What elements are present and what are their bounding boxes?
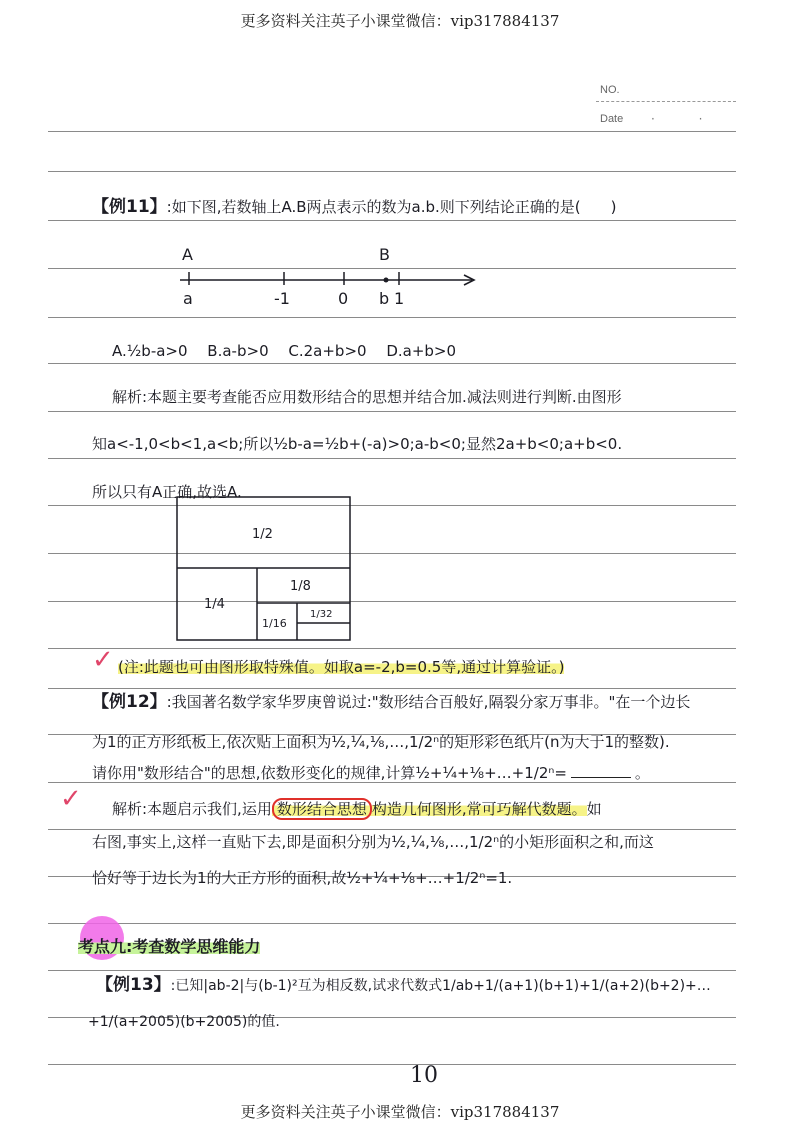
- example11-label: 【例11】: [92, 197, 167, 217]
- tick-1-label: 1: [394, 289, 405, 308]
- example12-analysis-a: 解析:本题启示我们,运用: [112, 800, 272, 818]
- example12-line1: [92, 692, 742, 712]
- checkmark-icon: ✓: [92, 645, 114, 675]
- checkmark-icon-2: ✓: [60, 784, 82, 814]
- tick-neg1-label: -1: [274, 289, 290, 308]
- note-line: [118, 657, 768, 677]
- point-b-dot: [384, 278, 389, 283]
- watermark-header: 更多资料关注英子小课堂微信：vip317884137: [240, 12, 560, 30]
- example13-line1: [96, 975, 746, 996]
- date-dots: · ·: [651, 112, 723, 126]
- tick-0-label: 0: [338, 289, 349, 308]
- point-a-upper: A: [182, 245, 193, 264]
- tick-b-label: b: [379, 289, 390, 308]
- region-quarter-label: 1/4: [204, 597, 225, 612]
- region-eighth-label: 1/8: [290, 579, 311, 594]
- watermark-footer: 更多资料关注英子小课堂微信：vip317884137: [240, 1103, 560, 1121]
- point-b-upper: B: [379, 245, 390, 264]
- example12-analysis-highlight: [272, 800, 587, 818]
- tick-a-label: a: [183, 289, 193, 308]
- example12-line5: 右图,事实上,这样一直贴下去,即是面积分别为½,¼,⅛,…,1/2ⁿ的小矩形面积之和,而这: [92, 833, 654, 851]
- example12-analysis: [112, 799, 762, 819]
- example13-label: 【例13】: [96, 975, 171, 995]
- example12-line3-text: 请你用"数形结合"的思想,依数形变化的规律,计算½+¼+⅛+…+1/2ⁿ=: [92, 764, 567, 782]
- example12-line3-end: 。: [634, 764, 650, 782]
- example11-analysis-line2: 知a<-1,0<b<1,a<b;所以½b-a=½b+(-a)>0;a-b<0;显然2a+b<0;a+b<0.: [92, 435, 623, 453]
- example12-line6: 恰好等于边长为1的大正方形的面积,故½+¼+⅛+…+1/2ⁿ=1.: [92, 869, 513, 887]
- section-label: 考点九: [78, 937, 127, 956]
- example12-line2: 为1的正方形纸板上,依次贴上面积为½,¼,⅛,…,1/2ⁿ的矩形彩色纸片(n为大于1的整数).: [92, 733, 670, 751]
- example11-options: A.½b-a>0 B.a-b>0 C.2a+b>0 D.a+b>0: [112, 342, 457, 360]
- no-dashed-line: [596, 101, 736, 102]
- section-title: :考查数学思维能力: [126, 937, 261, 956]
- region-half-label: 1/2: [252, 527, 273, 542]
- example13-line1-text: :已知|ab-2|与(b-1)²互为相反数,试求代数式1/ab+1/(a+1)(b+1)+1/(a+2)(b+2)+…: [170, 978, 711, 994]
- example12-analysis-c: 如: [586, 800, 602, 818]
- section-heading: [78, 934, 260, 957]
- example11-analysis-line1: 解析:本题主要考查能否应用数形结合的思想并结合加.减法则进行判断.由图形: [112, 388, 622, 406]
- date-label: Date: [600, 113, 624, 125]
- answer-blank: [571, 763, 631, 778]
- example11-question: [92, 197, 742, 217]
- example12-analysis-b: 构造几何图形,常可巧解代数题。: [371, 800, 587, 818]
- example12-line3: [92, 763, 742, 783]
- example13-line2: +1/(a+2005)(b+2005)的值.: [88, 1014, 280, 1030]
- number-line-figure: [160, 240, 500, 320]
- example11-analysis-line3: 所以只有A正确,故选A.: [92, 483, 242, 501]
- no-label: NO.: [600, 84, 620, 96]
- square-dissection-diagram: [176, 496, 352, 642]
- example12-analysis-circled: 数形结合思想: [272, 798, 372, 820]
- example12-line1-text: :我国著名数学家华罗庚曾说过:"数形结合百般好,隔裂分家万事非。"在一个边长: [166, 693, 691, 711]
- note-text: (注:此题也可由图形取特殊值。如取a=-2,b=0.5等,通过计算验证。): [118, 658, 565, 676]
- page-number: 10: [410, 1063, 438, 1088]
- example11-question-text: :如下图,若数轴上A.B两点表示的数为a.b.则下列结论正确的是( ): [166, 198, 617, 216]
- region-thirtysecond-label: 1/32: [310, 609, 333, 620]
- region-sixteenth-label: 1/16: [262, 617, 287, 630]
- example12-label: 【例12】: [92, 692, 167, 712]
